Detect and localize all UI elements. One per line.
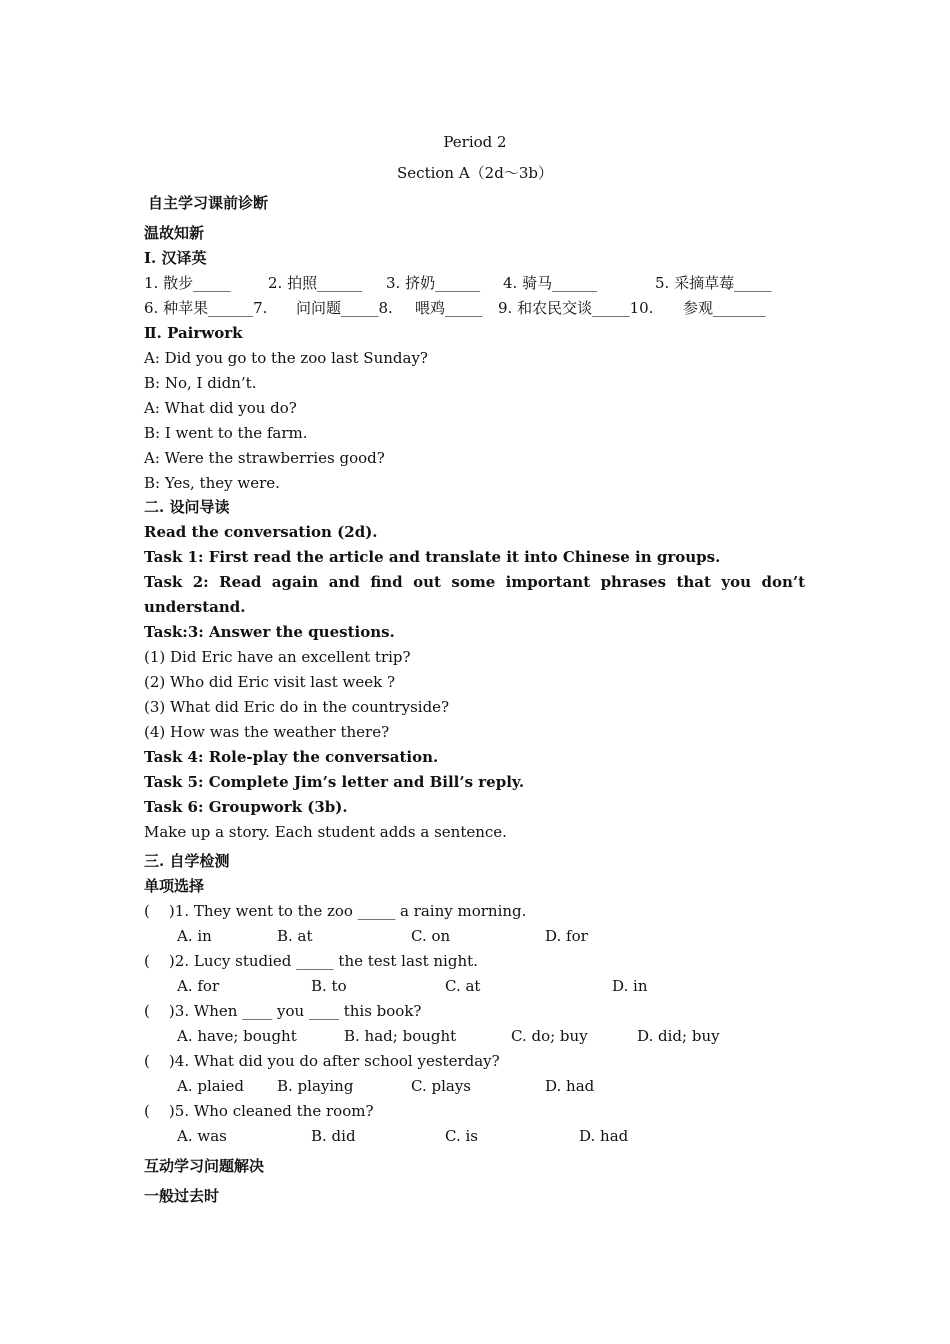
mc-option: B. did <box>311 1127 356 1145</box>
part1-heading: Ⅰ. 汉译英 <box>144 249 207 267</box>
dialog-line: B: Yes, they were. <box>144 474 280 492</box>
mc-option: A. was <box>177 1127 227 1145</box>
translation-item: 9. 和农民交谈_____10. <box>498 299 654 317</box>
question: (4) How was the weather there? <box>144 723 390 741</box>
translation-item: 2. 拍照______ <box>268 274 363 292</box>
mc-option: B. to <box>311 977 347 995</box>
mc-option: C. do; buy <box>511 1027 588 1045</box>
past-tense-heading: 一般过去时 <box>144 1187 220 1205</box>
guide-heading: 二. 设问导读 <box>144 498 230 516</box>
task-2: Task 2: Read again and find out some important phrases that you don’t <box>144 573 806 591</box>
dialog-line: A: Did you go to the zoo last Sunday? <box>144 349 428 367</box>
mc-question: ( )4. What did you do after school yesterday? <box>144 1052 500 1070</box>
dialog-line: A: What did you do? <box>144 399 297 417</box>
mc-option: A. have; bought <box>177 1027 297 1045</box>
translation-item: 4. 骑马______ <box>503 274 598 292</box>
translation-item: 6. 种苹果______7. <box>144 299 268 317</box>
mc-option: C. on <box>411 927 451 945</box>
mc-option: A. in <box>177 927 212 945</box>
mc-question: ( )3. When ____ you ____ this book? <box>144 1002 422 1020</box>
mc-option: D. did; buy <box>637 1027 720 1045</box>
mc-option: C. is <box>445 1127 478 1145</box>
translation-item: 3. 挤奶______ <box>386 274 481 292</box>
mc-option: C. at <box>445 977 481 995</box>
task-1: Task 1: First read the article and translate it into Chinese in groups. <box>144 548 721 566</box>
page-subtitle: Section A（2d～3b） <box>397 164 553 182</box>
question: (3) What did Eric do in the countryside? <box>144 698 450 716</box>
mc-option: B. at <box>277 927 313 945</box>
dialog-line: B: I went to the farm. <box>144 424 308 442</box>
mc-option: D. for <box>545 927 588 945</box>
review-heading: 温故知新 <box>144 224 205 242</box>
question: (1) Did Eric have an excellent trip? <box>144 648 411 666</box>
section-heading-self-study: 自主学习课前诊断 <box>148 194 269 212</box>
dialog-line: B: No, I didn’t. <box>144 374 257 392</box>
mc-option: D. in <box>612 977 648 995</box>
check-subheading: 单项选择 <box>144 877 205 895</box>
part2-heading: Ⅱ. Pairwork <box>144 324 243 342</box>
dialog-line: A: Were the strawberries good? <box>144 449 385 467</box>
mc-question: ( )2. Lucy studied _____ the test last night. <box>144 952 478 970</box>
guide-intro: Read the conversation (2d). <box>144 523 378 541</box>
mc-question: ( )5. Who cleaned the room? <box>144 1102 374 1120</box>
mc-option: B. had; bought <box>344 1027 457 1045</box>
mc-option: A. for <box>177 977 220 995</box>
mc-option: A. plaied <box>177 1077 244 1095</box>
question: (2) Who did Eric visit last week ? <box>144 673 396 691</box>
task-2-continued: understand. <box>144 598 246 616</box>
translation-item: 喂鸡_____ <box>415 299 483 317</box>
translation-item: 问问题_____8. <box>296 299 393 317</box>
translation-item: 5. 采摘草莓_____ <box>655 274 772 292</box>
check-heading: 三. 自学检测 <box>144 852 230 870</box>
interactive-heading: 互动学习问题解决 <box>144 1157 265 1175</box>
task-6: Task 6: Groupwork (3b). <box>144 798 348 816</box>
mc-option: D. had <box>579 1127 629 1145</box>
mc-option: D. had <box>545 1077 595 1095</box>
page-title: Period 2 <box>443 133 507 151</box>
task-6-description: Make up a story. Each student adds a sentence. <box>144 823 507 841</box>
task-4: Task 4: Role-play the conversation. <box>144 748 439 766</box>
mc-question: ( )1. They went to the zoo _____ a rainy morning. <box>144 902 527 920</box>
task-5: Task 5: Complete Jim’s letter and Bill’s reply. <box>144 773 525 791</box>
translation-item: 参观_______ <box>683 299 766 317</box>
translation-item: 1. 散步_____ <box>144 274 231 292</box>
mc-option: C. plays <box>411 1077 471 1095</box>
mc-option: B. playing <box>277 1077 354 1095</box>
task-3: Task:3: Answer the questions. <box>144 623 395 641</box>
